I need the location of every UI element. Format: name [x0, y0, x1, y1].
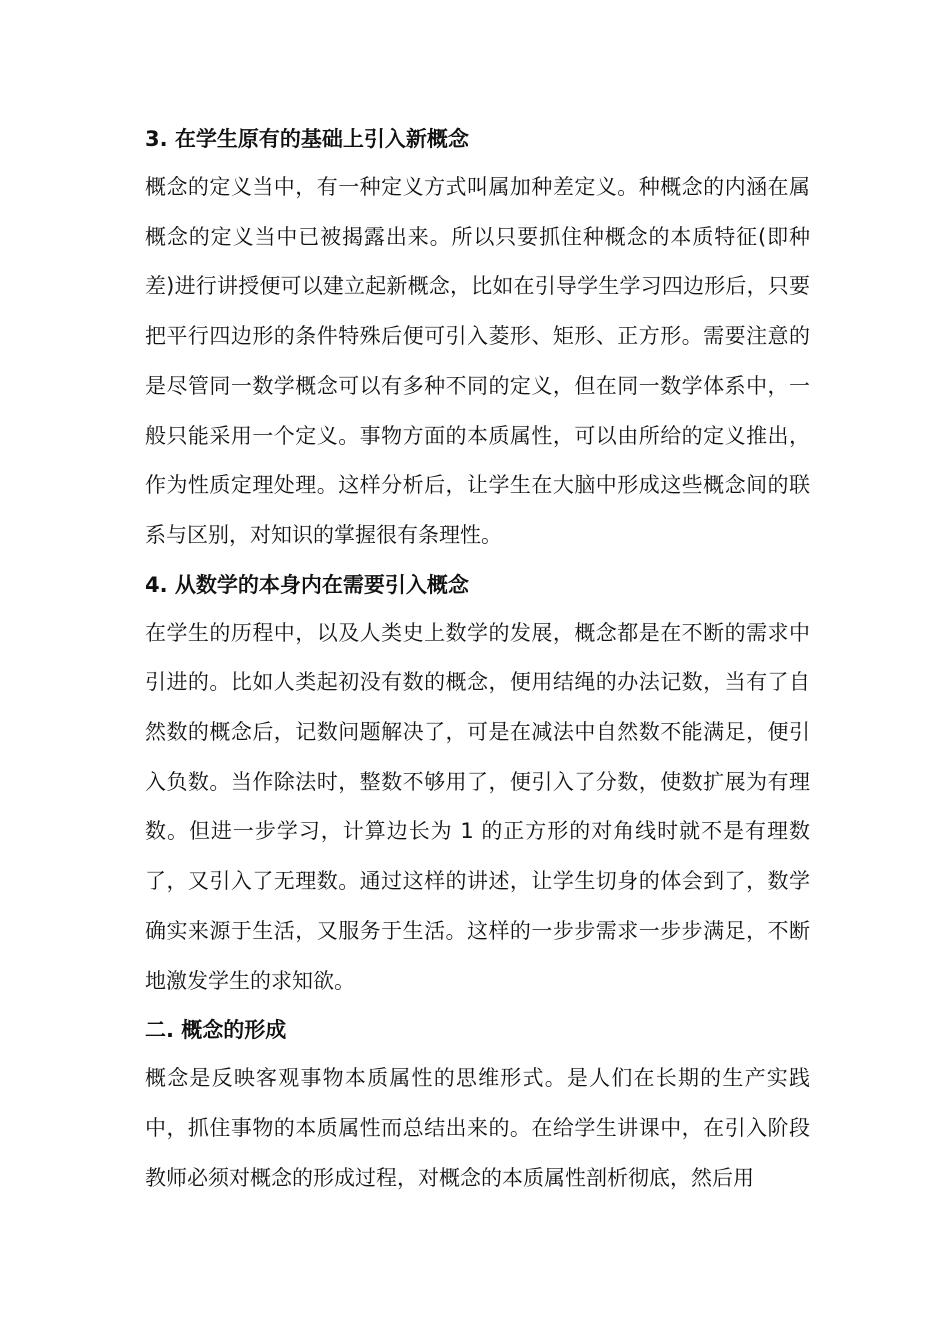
- section-paragraph-3: 概念的定义当中，有一种定义方式叫属加种差定义。种概念的内涵在属概念的定义当中已被揭露出来。所以只要抓住种概念的本质特征(即种差)进行讲授便可以建立起新概念，比如在引导学生学习四边形后，只要把平行四边形的条件特殊后便可引入菱形、矩形、正方形。需要注意的是尽管同一数学概念可以有多种不同的定义，但在同一数学体系中，一般只能采用一个定义。事物方面的本质属性，可以由所给的定义推出，作为性质定理处理。这样分析后，让学生在大脑中形成这些概念间的联系与区别，对知识的掌握很有条理性。: [145, 175, 810, 547]
- section-heading-4: 4. 从数学的本身内在需要引入概念: [145, 572, 469, 597]
- section-heading-3: 3. 在学生原有的基础上引入新概念: [145, 127, 469, 151]
- document-page: [145, 115, 810, 1203]
- section-paragraph-concept-formation: 概念是反映客观事物本质属性的思维形式。是人们在长期的生产实践中，抓住事物的本质属性而总结出来的。在给学生讲课中，在引入阶段教师必须对概念的形成过程，对概念的本质属性剖析彻底，然后用: [145, 1066, 810, 1190]
- section-paragraph-4: 在学生的历程中，以及人类史上数学的发展，概念都是在不断的需求中引进的。比如人类起初没有数的概念，便用结绳的办法记数，当有了自然数的概念后，记数问题解决了，可是在减法中自然数不能满足，便引入负数。当作除法时，整数不够用了，便引入了分数，使数扩展为有理数。但进一步学习，计算边长为 1 的正方形的对角线时就不是有理数了，又引入了无理数。通过这样的讲述，让学生切身的体会到了，数学确实来源于生活，又服务于生活。这样的一步步需求一步步满足，不断地激发学生的求知欲。: [145, 620, 810, 993]
- section-heading-concept-formation: 二. 概念的形成: [145, 1018, 287, 1043]
